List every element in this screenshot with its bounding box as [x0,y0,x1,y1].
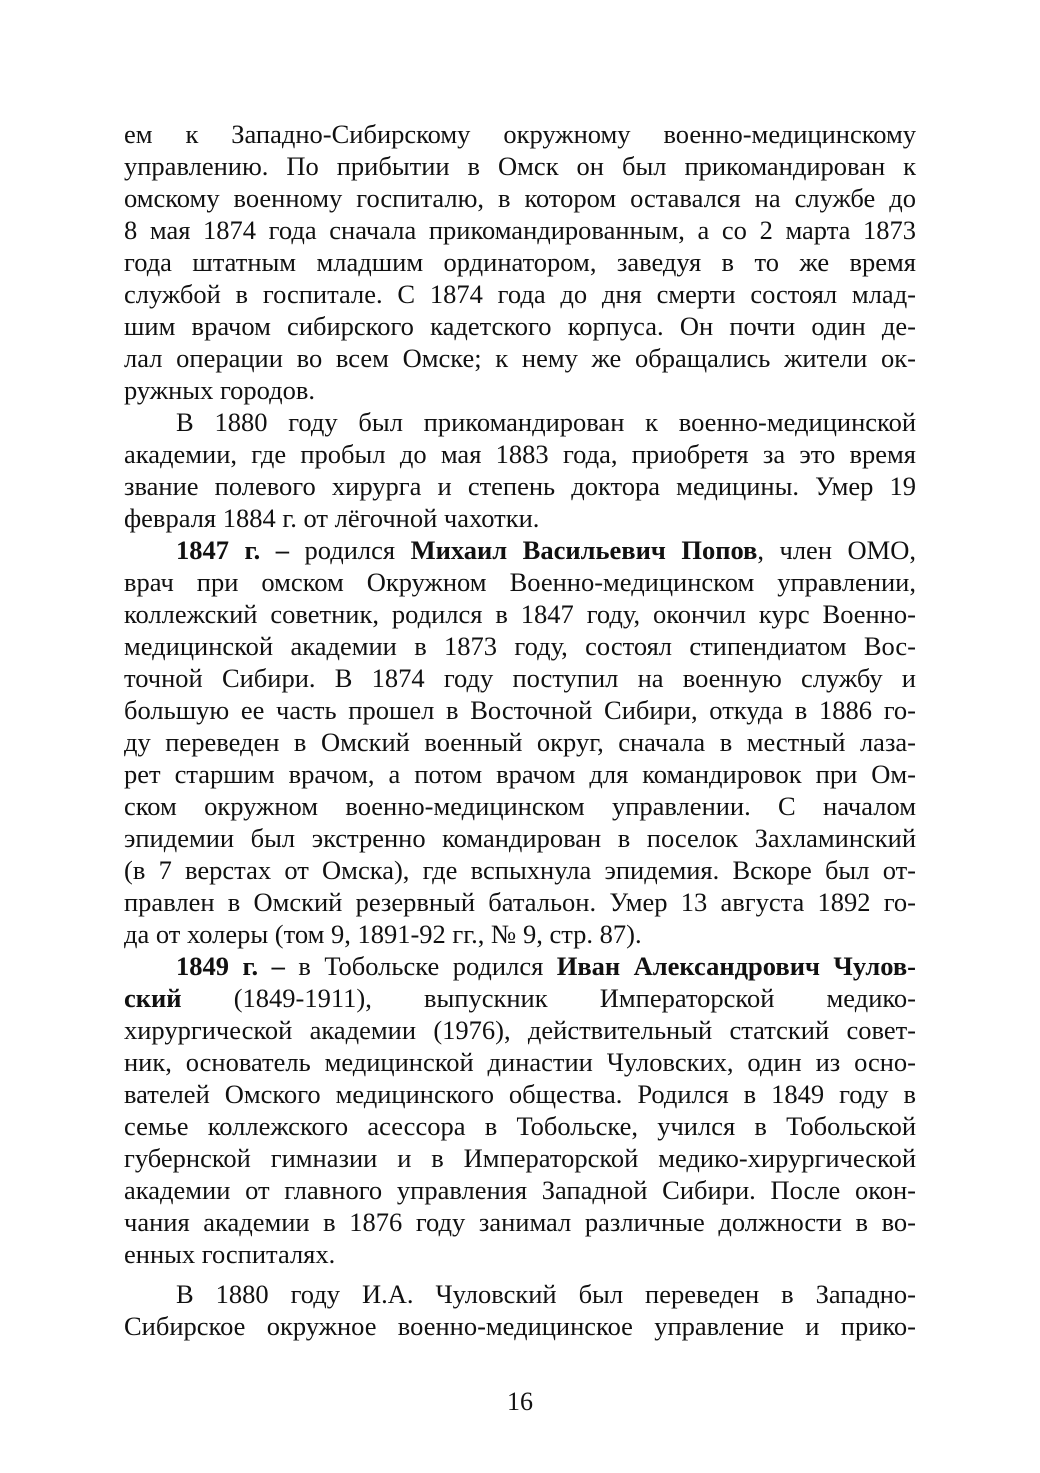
text-line: врач при омском Окружном Военно-медицинском управлении, [124,567,916,597]
text-line: службой в госпитале. С 1874 года до дня смерти состоял млад- [124,279,916,309]
text-line: 8 мая 1874 года сначала прикомандированным, а со 2 марта 1873 [124,215,916,245]
paragraph-start-line: В 1880 году был прикомандирован к военно-медицинской [176,407,916,437]
text-line: (в 7 верстах от Омска), где вспыхнула эпидемия. Вскоре был от- [124,855,916,885]
text-line: ском окружном военно-медицинском управлении. С началом [124,791,916,821]
entry-1847-heading-line [124,534,916,566]
text-line: рет старшим врачом, а потом врачом для командировок при Ом- [124,759,916,789]
person-name-continued: ский [124,983,182,1013]
text-line: ружных городов. [124,375,316,405]
text-line: семье коллежского асессора в Тобольске, учился в Тобольской [124,1111,916,1141]
text-span: (1849-1911), выпускник Императорской медико- [181,983,916,1013]
text-line: чания академии в 1876 году занимал различные должности в во- [124,1207,916,1237]
text-line: большую ее часть прошел в Восточной Сибири, откуда в 1886 го- [124,695,916,725]
text-line: эпидемии был экстренно командирован в поселок Захламинский [124,823,916,853]
text-line: точной Сибири. В 1874 году поступил на военную службу и [124,663,916,693]
text-line: омскому военному госпиталю, в котором оставался на службе до [124,183,916,213]
text-line: управлению. По прибытии в Омск он был прикомандирован к [124,151,916,181]
text-line: ду переведен в Омский военный округ, сначала в местный лаза- [124,727,916,757]
paragraph-start-line: В 1880 году И.А. Чуловский был переведен в Западно- [176,1279,916,1309]
person-name: Иван Александрович Чулов- [556,951,917,981]
entry-1849-heading-line [124,950,916,982]
text-line: хирургической академии (1976), действительный статский совет- [124,1015,916,1045]
person-name: Михаил Васильевич Попов [410,535,758,565]
text-line: вателей Омского медицинского общества. Родился в 1849 году в [124,1079,916,1109]
page-number: 16 [507,1387,533,1416]
text-line: года штатным младшим ординатором, заведуя в то же время [124,247,916,277]
text-line: медицинской академии в 1873 году, состоял стипендиатом Вос- [124,631,916,661]
text-line: лал операции во всем Омске; к нему же обращались жители ок- [124,343,916,373]
text-line: февраля 1884 г. от лёгочной чахотки. [124,503,540,533]
entry-year: 1849 г. – [176,951,285,981]
text-line: правлен в Омский резервный батальон. Умер 13 августа 1892 го- [124,887,916,917]
body-text [124,118,916,1342]
text-line: ем к Западно-Сибирскому окружному военно-медицинскому [124,119,916,149]
text-span: , член ОМО, [757,535,916,565]
text-span: в Тобольске родился [284,951,557,981]
text-span: родился [288,535,411,565]
text-line [124,982,916,1014]
text-line: енных госпиталях. [124,1239,336,1269]
text-line: академии от главного управления Западной Сибири. После окон- [124,1175,916,1205]
text-line: губернской гимназии и в Императорской медико-хирургической [124,1143,916,1173]
text-line: ник, основатель медицинской династии Чуловских, один из осно- [124,1047,916,1077]
text-line: звание полевого хирурга и степень доктора медицины. Умер 19 [124,471,916,501]
text-line: да от холеры (том 9, 1891-92 гг., № 9, стр. 87). [124,919,642,949]
text-line: академии, где пробыл до мая 1883 года, приобретя за это время [124,439,916,469]
entry-year: 1847 г. – [176,535,289,565]
text-line: шим врачом сибирского кадетского корпуса. Он почти один де- [124,311,916,341]
text-line: Сибирское окружное военно-медицинское управление и прико- [124,1311,916,1341]
text-line: коллежский советник, родился в 1847 году, окончил курс Военно- [124,599,916,629]
